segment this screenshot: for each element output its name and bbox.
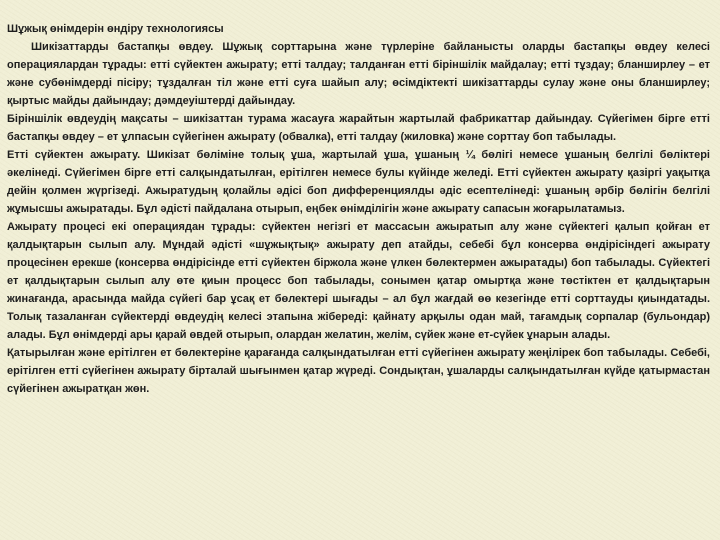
paragraph-deboning: Етті сүйектен ажырату. Шикізат бөліміне толық ұша, жартылай ұша, ұшаның ¼ бөлігі немесе ұшаның белгілі бөліктері әкелінеді. Сүйегімен бірге етті салқындатылған, ерітілген немесе булы күйінде желеді. Етті сүйектен ажырату қазіргі уақытқа дейін қолмен жүргізеді. Ажыратудың қолайлы әдісі боп дифференциялды әдіс есептелінеді: ұшаның әрбір бөлігін белгілі жұмысшы ажыратады. Бұл әдісті пайдалана отырып, еңбек өнімділігін және ажырату сапасын жоғарылатамыз. [7, 149, 710, 215]
document-body [7, 20, 710, 398]
paragraph-primary-processing: Шикізаттарды бастапқы өвдеу. Шұжық сорттарына және түрлеріне байланысты оларды бастапқы өвдеу келесі операциялардан тұрады: етті сүйектен ажырату; етті талдау; талданған етті біріншілік майдалау; етті тұздау; бланширлеу – ет және субөнімдерді пісіру; тұздалған тіл және етті суға шайып алу; өсімдіктекті шикізаттарды сулау және оны бланширлеу; қыртыс майды дайындау; дәмдеуіштерді дайындау. [7, 41, 710, 107]
paragraph-deboning-process: Ажырату процесі екі операциядан тұрады: сүйектен негізгі ет массасын ажыратып алу және сүйектегі қалып қойған ет қалдықтарын сылып алу. Мұндай әдісті «шұжықтық» ажырату деп атайды, себебі бұл консерва өндірісіндегі ажырату процесінен ерекше (консерва өндірісінде етті сүйектен біржола және үлкен бөлектермен ажыратады) боп табылады. Сүйектегі ет қалдықтарын сылып алу өте қиын процесс боп табылады, сонымен қатар омыртқа және төстіктен ет қалдықтарын жинағанда, арасында майда сүйегі бар ұсақ ет бөлектері шығады – ал бұл жағдай өө кезегінде етті сорттауды қиындатады. Толық тазаланған сүйектерді өвдеудің келесі этапына жібереді: қайнату арқылы одан май, тағамдық сорпалар (бульондар) алады. Бұл өнімдерді ары қарай өвдей отырып, олардан желатин, желім, сүйек және ет-сүйек ұнарын алады. [7, 221, 710, 341]
paragraph-chilled-meat: Қатырылған және ерітілген ет бөлектеріне қарағанда салқындатылған етті сүйегінен ажырату жеңілірек боп табылады. Себебі, ерітілген етті сүйегінен ажырату бірталай шығынмен қатар жүреді. Сондықтан, ұшаларды салқындатылған күйде қатырмастан сүйегінен ажыратқан жөн. [7, 347, 710, 395]
paragraph-processing-goal: Біріншілік өвдеудің мақсаты – шикізаттан турама жасауға жарайтын жартылай фабрикаттар дайындау. Сүйегімен бірге етті бастапқы өвдеу – ет ұлпасын сүйегінен ажырату (обвалка), етті талдау (жиловка) және сорттау боп табылады. [7, 113, 710, 143]
document-title: Шұжық өнімдерін өндіру технологиясы [7, 23, 224, 35]
